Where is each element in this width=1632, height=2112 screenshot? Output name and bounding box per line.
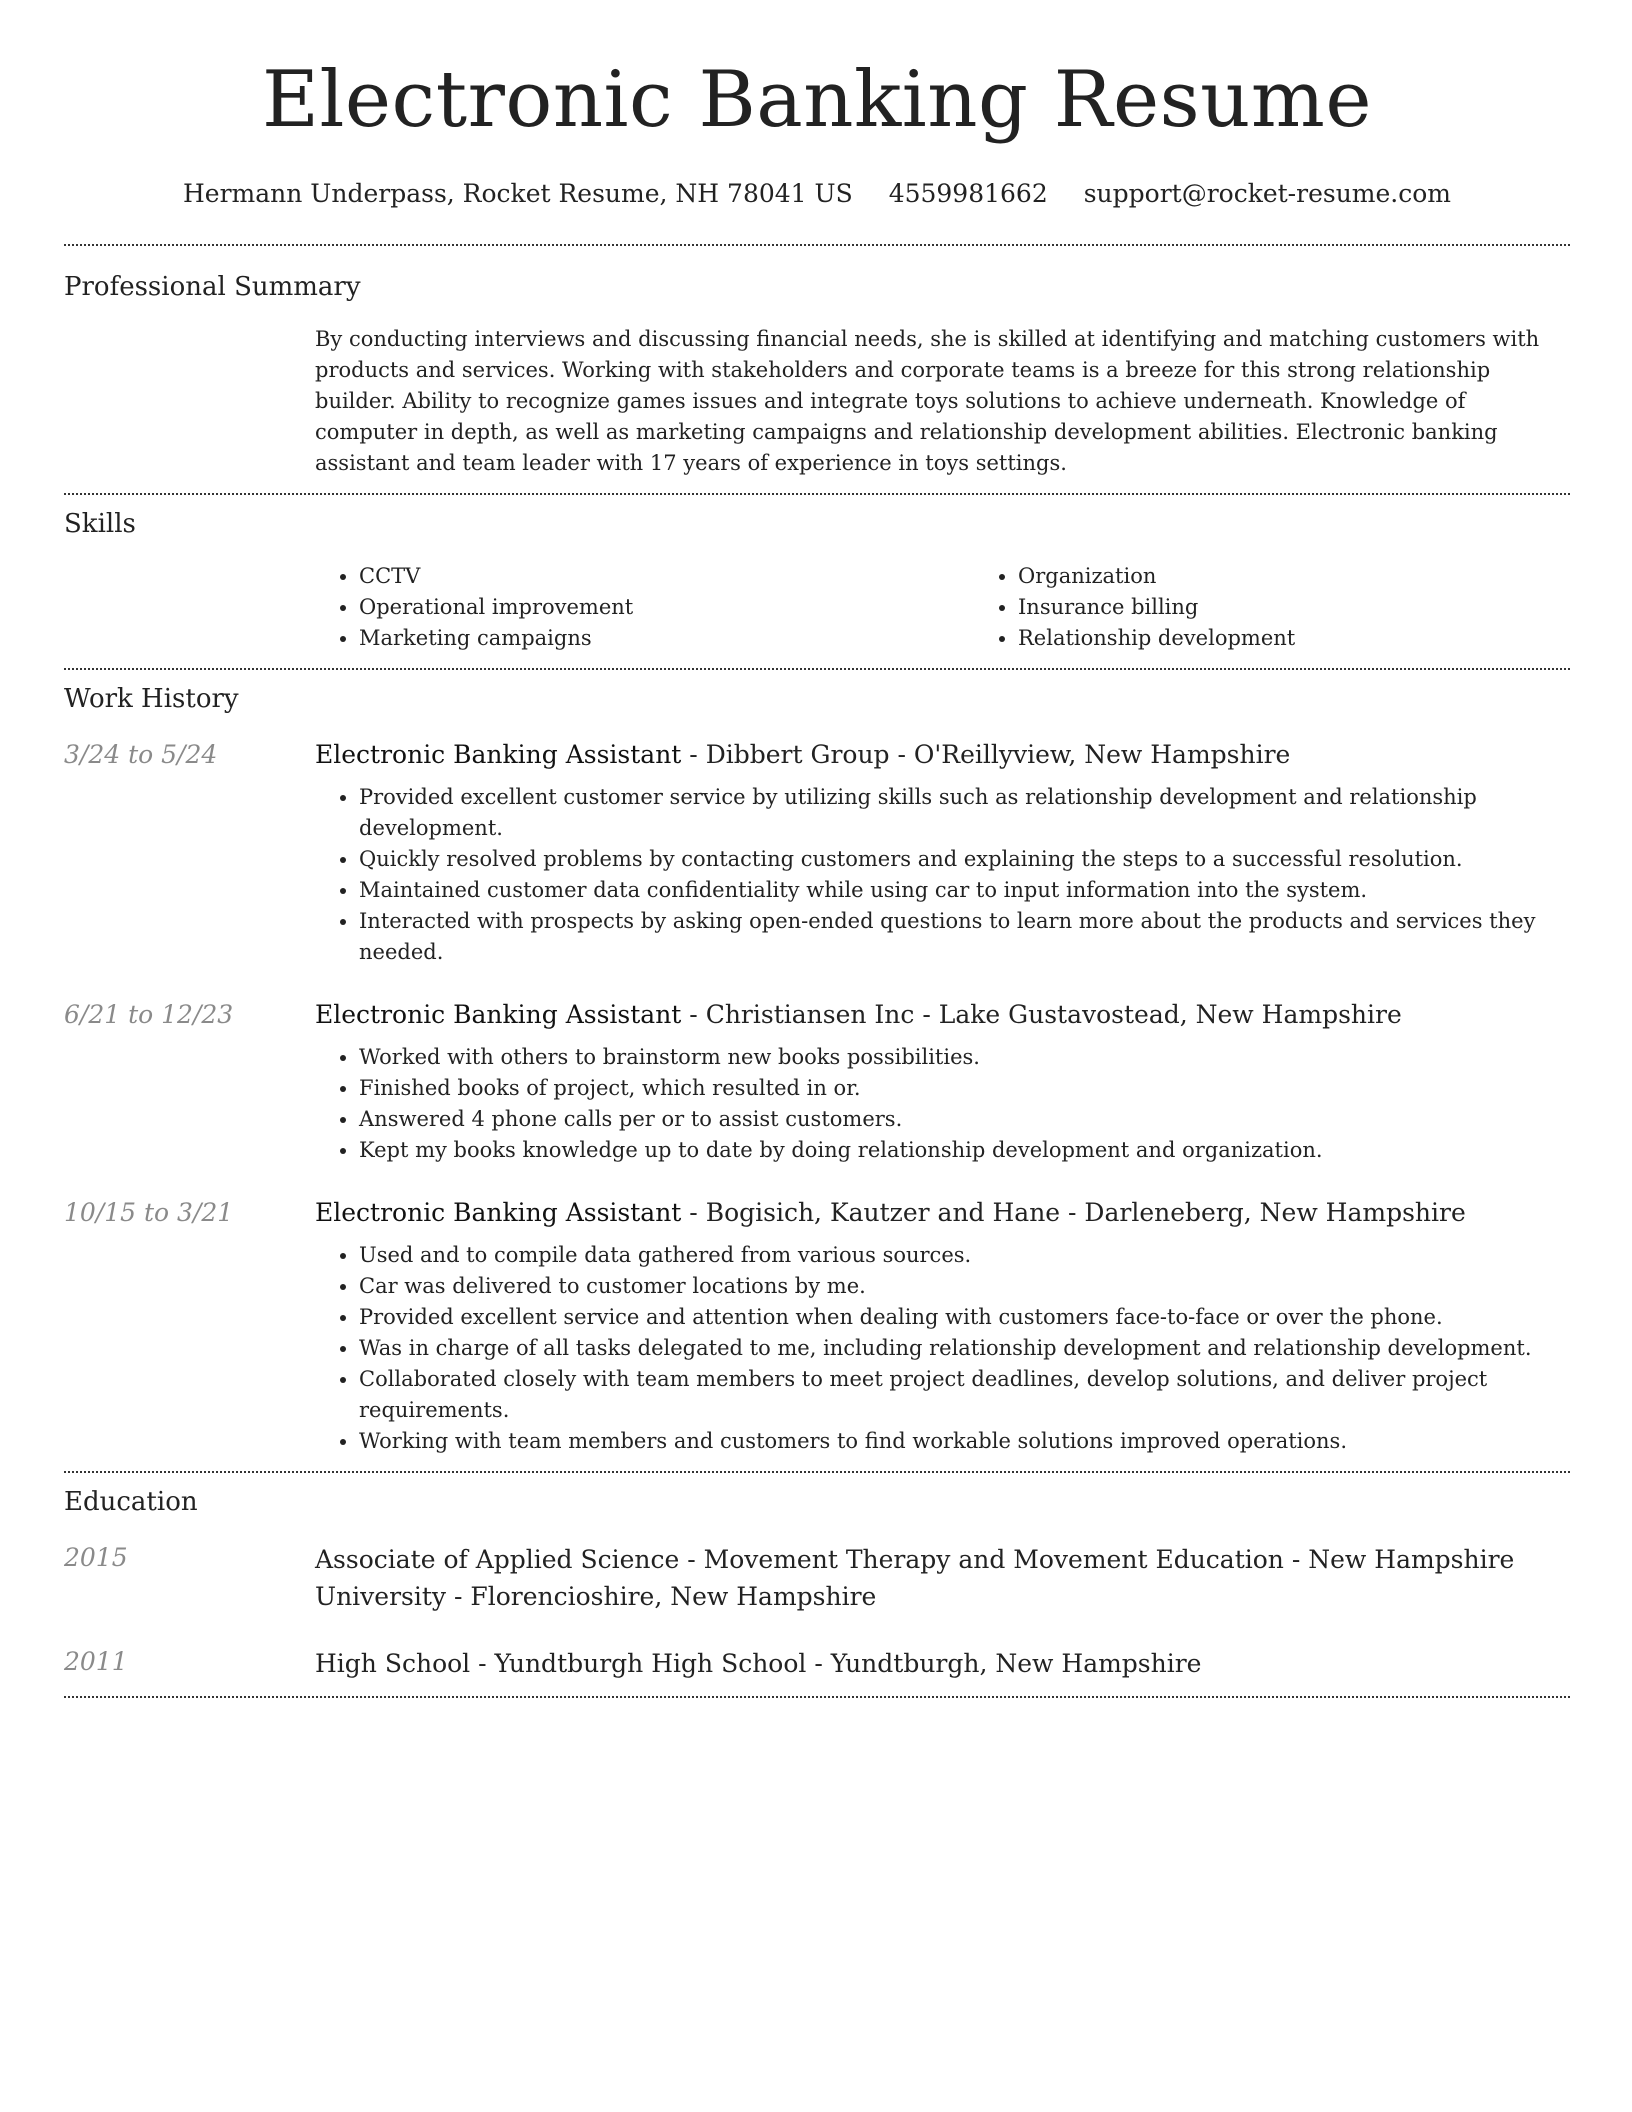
skill-item: • Organization (1018, 561, 1632, 592)
education-section (64, 1473, 1570, 1696)
education-year: 2015 (64, 1543, 128, 1572)
contact-phone: 4559981662 (888, 179, 1048, 208)
job-title (315, 738, 1570, 772)
education-heading: Education (64, 1487, 198, 1517)
page-title: Electronic Banking Resume (262, 55, 1372, 145)
job-bullet: • Was in charge of all tasks delegated to me, including relationship development and relationship development. (359, 1333, 1570, 1364)
summary-text: By conducting interviews and discussing financial needs, she is skilled at identifying and matching customers with products and services. Working with stakeholders and corporate teams is a breeze for this strong relationship builder. Ability to recognize games issues and integrate toys solutions to achieve underneath. Knowledge of computer in depth, as well as marketing campaigns and relationship development abilities. Electronic banking assistant and team leader with 17 years of experience in toys settings. (315, 327, 1540, 475)
job-bullet: • Kept my books knowledge up to date by doing relationship development and organization. (359, 1135, 1570, 1166)
job-role: Electronic Banking Assistant (315, 740, 682, 769)
skills-heading: Skills (64, 509, 136, 539)
job-entry (64, 998, 1570, 1166)
job-bullet: • Worked with others to brainstorm new books possibilities. (359, 1042, 1570, 1073)
skills-list-left (315, 561, 974, 654)
job-bullet: • Car was delivered to customer locations by me. (359, 1271, 1570, 1302)
work-section (64, 670, 1570, 1471)
education-details: - New Hampshire University - Florencioshire, New Hampshire (315, 1545, 1515, 1611)
job-bullets (315, 1042, 1570, 1166)
skills-section (64, 495, 1570, 668)
job-bullet: • Provided excellent customer service by utilizing skills such as relationship development and relationship development. (359, 782, 1570, 844)
education-title (315, 1541, 1570, 1615)
job-entry (64, 738, 1570, 968)
skills-spacer (64, 561, 315, 654)
job-role: Electronic Banking Assistant (315, 1198, 682, 1227)
job-details: - Dibbert Group - O'Reillyview, New Hampshire (681, 740, 1291, 769)
job-bullet: • Interacted with prospects by asking open-ended questions to learn more about the products and services they needed. (359, 906, 1570, 968)
skill-item: • Insurance billing (1018, 592, 1632, 623)
summary-section (64, 246, 1570, 493)
contact-email: support@rocket-resume.com (1083, 179, 1452, 208)
job-role: Electronic Banking Assistant (315, 1000, 682, 1029)
job-bullet: • Answered 4 phone calls per or to assist customers. (359, 1104, 1570, 1135)
job-bullet: • Working with team members and customers to find workable solutions improved operations. (359, 1426, 1570, 1457)
education-details: - Yundtburgh High School - Yundtburgh, New Hampshire (470, 1649, 1202, 1678)
education-entry (64, 1645, 1570, 1682)
job-entry (64, 1196, 1570, 1457)
education-title (315, 1645, 1570, 1682)
skill-item: • Marketing campaigns (359, 623, 974, 654)
job-bullet: • Finished books of project, which resulted in or. (359, 1073, 1570, 1104)
resume-page (64, 0, 1570, 1698)
skill-item: • Relationship development (1018, 623, 1632, 654)
education-degree: Associate of Applied Science - Movement Therapy and Movement Education (315, 1545, 1284, 1574)
summary-heading: Professional Summary (64, 272, 361, 302)
job-bullet: • Used and to compile data gathered from various sources. (359, 1240, 1570, 1271)
education-degree: High School (315, 1649, 471, 1678)
job-title (315, 998, 1570, 1032)
contact-line (64, 178, 1570, 210)
job-title (315, 1196, 1570, 1230)
job-details: - Christiansen Inc - Lake Gustavostead, New Hampshire (681, 1000, 1402, 1029)
divider (64, 1696, 1570, 1698)
skills-list-right (974, 561, 1632, 654)
job-dates: 10/15 to 3/21 (64, 1198, 234, 1227)
summary-spacer (64, 324, 315, 479)
work-heading: Work History (64, 684, 239, 714)
job-bullets (315, 782, 1570, 968)
job-bullet: • Maintained customer data confidentiality while using car to input information into the system. (359, 875, 1570, 906)
job-bullets (315, 1240, 1570, 1457)
job-bullet: • Provided excellent service and attention when dealing with customers face-to-face or over the phone. (359, 1302, 1570, 1333)
education-year: 2011 (64, 1647, 128, 1676)
education-entry (64, 1541, 1570, 1615)
skill-item: • CCTV (359, 561, 974, 592)
job-dates: 6/21 to 12/23 (64, 1000, 234, 1029)
job-bullet: • Quickly resolved problems by contacting customers and explaining the steps to a successful resolution. (359, 844, 1570, 875)
contact-address: Hermann Underpass, Rocket Resume, NH 78041 US (182, 179, 853, 208)
job-details: - Bogisich, Kautzer and Hane - Darleneberg, New Hampshire (681, 1198, 1466, 1227)
skill-item: • Operational improvement (359, 592, 974, 623)
job-bullet: • Collaborated closely with team members to meet project deadlines, develop solutions, and deliver project requirements. (359, 1364, 1570, 1426)
job-dates: 3/24 to 5/24 (64, 740, 218, 769)
